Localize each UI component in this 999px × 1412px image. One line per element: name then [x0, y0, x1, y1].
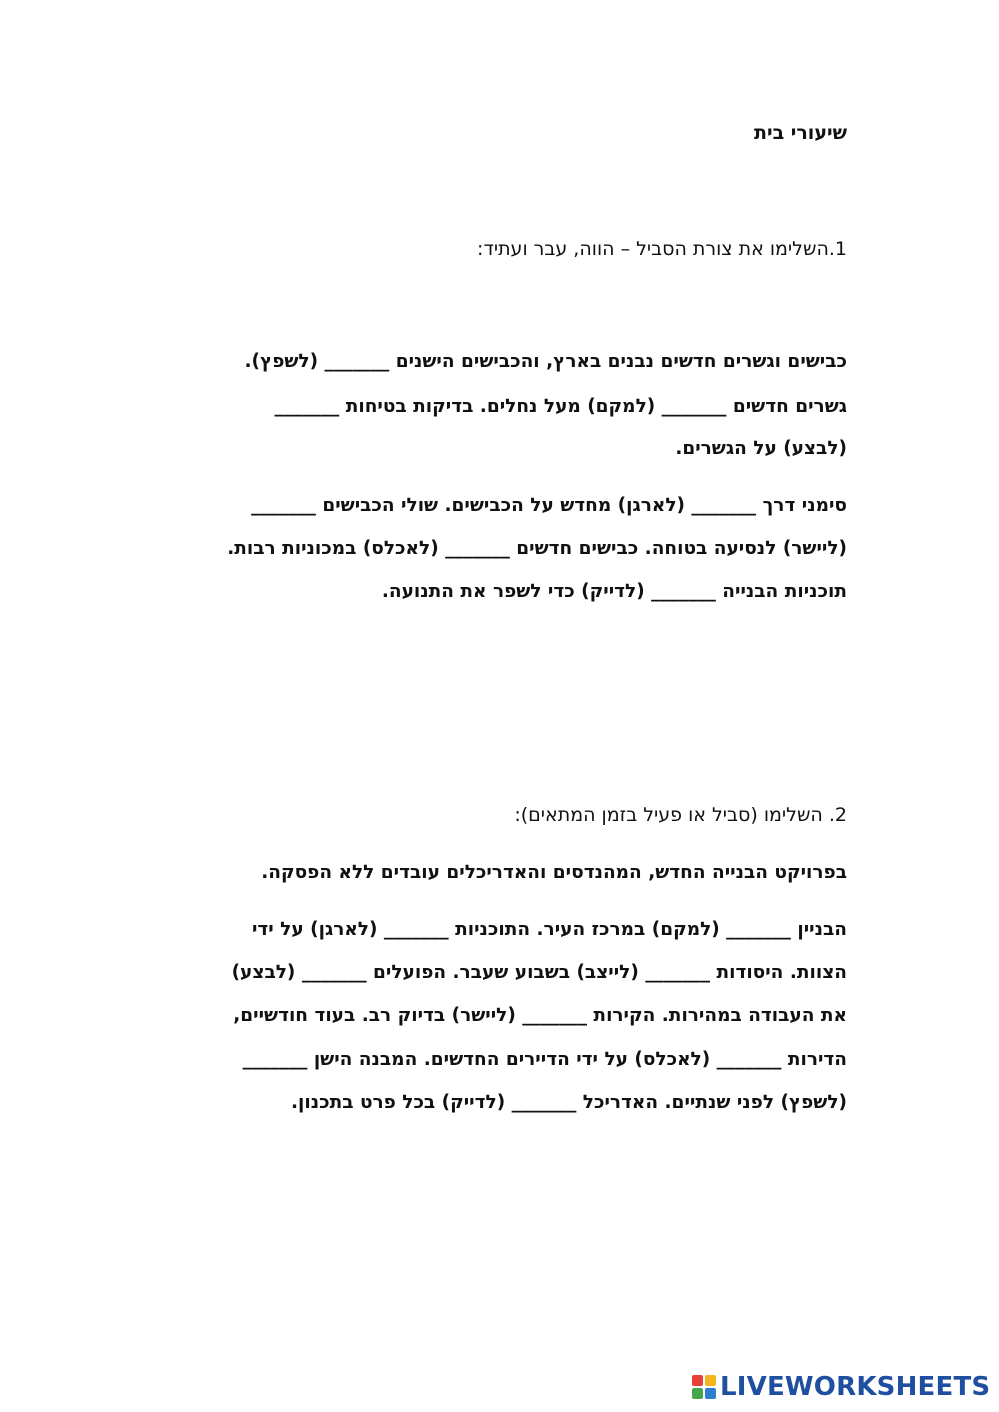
- section1-line: (ליישר) לנסיעה בטוחה. כבישים חדשים _______ (לאכלס) במכוניות רבות.: [227, 538, 847, 559]
- logo-square-yellow: [705, 1375, 716, 1386]
- liveworksheets-wordmark: LIVEWORKSHEETS: [720, 1372, 991, 1402]
- section2-line: הצוות. היסודות _______ (לייצב) בשבוע שעבר. הפועלים _______ (לבצע): [231, 962, 847, 983]
- logo-square-blue: [705, 1388, 716, 1399]
- section2-line: הבניין _______ (למקם) במרכז העיר. התוכניות _______ (לארגן) על ידי: [251, 919, 847, 940]
- liveworksheets-logo-icon: [692, 1375, 716, 1399]
- section1-line: כבישים וגשרים חדשים נבנים בארץ, והכבישים הישנים _______ (לשפץ).: [244, 351, 847, 372]
- section2-intro: בפרויקט הבנייה החדש, המהנדסים והאדריכלים עובדים ללא הפסקה.: [261, 862, 847, 883]
- section1-line: סימני דרך _______ (לארגן) מחדש על הכבישים. שולי הכבישים _______: [251, 495, 847, 516]
- section1-line: תוכניות הבנייה _______ (לדייק) כדי לשפר את התנועה.: [381, 581, 847, 602]
- section2-line: (לשפץ) לפני שנתיים. האדריכל _______ (לדייק) בכל פרט בתכנון.: [291, 1092, 847, 1113]
- logo-square-green: [692, 1388, 703, 1399]
- section2-line: הדירות _______ (לאכלס) על ידי הדיירים החדשים. המבנה הישן _______: [242, 1049, 847, 1070]
- page-title: שיעורי בית: [754, 122, 847, 144]
- logo-square-red: [692, 1375, 703, 1386]
- section1-line: (לבצע) על הגשרים.: [675, 438, 847, 459]
- section1-line: גשרים חדשים _______ (למקם) מעל נחלים. בדיקות בטיחות _______: [274, 396, 847, 417]
- section1-instruction: 1.השלימו את צורת הסביל – הווה, עבר ועתיד:: [477, 238, 847, 260]
- liveworksheets-brand[interactable]: [692, 1372, 990, 1402]
- section2-line: את העבודה במהירות. הקירות _______ (ליישר) בדיוק רב. בעוד חודשיים,: [233, 1005, 847, 1026]
- section2-instruction: 2. השלימו (סביל או פעיל בזמן המתאים):: [514, 804, 847, 826]
